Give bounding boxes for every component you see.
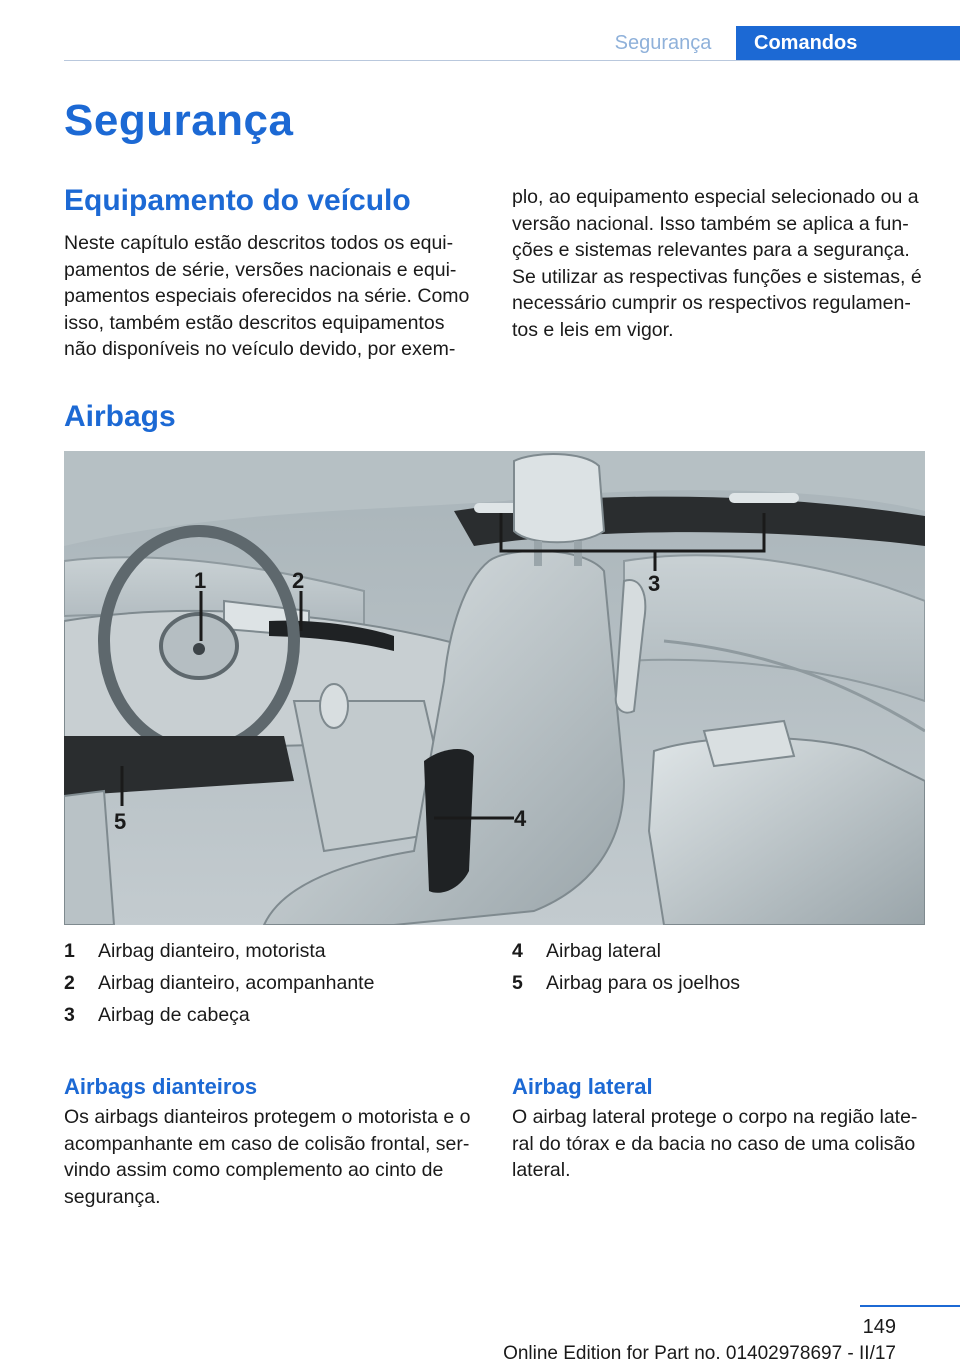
car-interior-drawing xyxy=(64,451,925,925)
vehicle-equipment-text-col1: Neste capítulo estão descritos todos os equi-pamentos de série, versões nacionais e equi-pamentos especiais oferecidos na série. Como isso, também estão descritos equipamentos não disponíveis no veículo devido, por exem- xyxy=(64,232,470,360)
figure-label-3: 3 xyxy=(648,571,661,596)
edition-note: Online Edition for Part no. 01402978697 - II/17 xyxy=(503,1343,896,1364)
caption-text: Airbag dianteiro, acompanhante xyxy=(98,972,375,994)
section-tab-seguranca[interactable]: Segurança xyxy=(614,32,712,54)
caption-text: Airbag lateral xyxy=(546,940,661,962)
page-title: Segurança xyxy=(64,96,294,145)
figure-label-4: 4 xyxy=(514,806,527,831)
caption-item xyxy=(64,1002,250,1028)
caption-number: 2 xyxy=(64,972,75,994)
airbags-heading: Airbags xyxy=(64,400,176,433)
figure-label-5: 5 xyxy=(114,809,127,834)
caption-item xyxy=(64,970,374,996)
caption-number: 5 xyxy=(512,972,523,994)
figure-label-1: 1 xyxy=(194,568,207,593)
caption-item xyxy=(64,938,326,964)
header-rule xyxy=(64,60,960,61)
caption-number: 3 xyxy=(64,1004,75,1026)
caption-text: Airbag para os joelhos xyxy=(546,972,741,994)
front-airbags-text: Os airbags dianteiros protegem o motorista e o acompanhante em caso de colisão frontal, ser-vindo assim como complemento ao cinto de segurança. xyxy=(64,1106,471,1208)
caption-text: Airbag de cabeça xyxy=(98,1004,250,1026)
front-airbags-heading: Airbags dianteiros xyxy=(64,1074,258,1099)
vehicle-equipment-heading: Equipamento do veículo xyxy=(64,184,411,217)
caption-number: 1 xyxy=(64,940,75,962)
caption-number: 4 xyxy=(512,940,523,962)
figure-label-2: 2 xyxy=(292,568,305,593)
vehicle-equipment-text-col2: plo, ao equipamento especial selecionado ou a versão nacional. Isso também se aplica a fun-ções e sistemas relevantes para a segurança. Se utilizar as respectivas funções e sistemas, é necessário cumprir os respectivos regulamen-tos e leis em vigor. xyxy=(512,186,922,341)
caption-item xyxy=(512,970,740,996)
footer-rule xyxy=(860,1305,960,1307)
section-tab-comandos[interactable]: Comandos xyxy=(736,26,960,60)
airbag-illustration xyxy=(64,451,925,925)
caption-text: Airbag dianteiro, motorista xyxy=(98,940,326,962)
caption-item xyxy=(512,938,661,964)
side-airbag-text: O airbag lateral protege o corpo na região late-ral do tórax e da bacia no caso de uma colisão lateral. xyxy=(512,1106,918,1181)
page-number: 149 xyxy=(862,1316,896,1338)
side-airbag-heading: Airbag lateral xyxy=(512,1074,653,1099)
